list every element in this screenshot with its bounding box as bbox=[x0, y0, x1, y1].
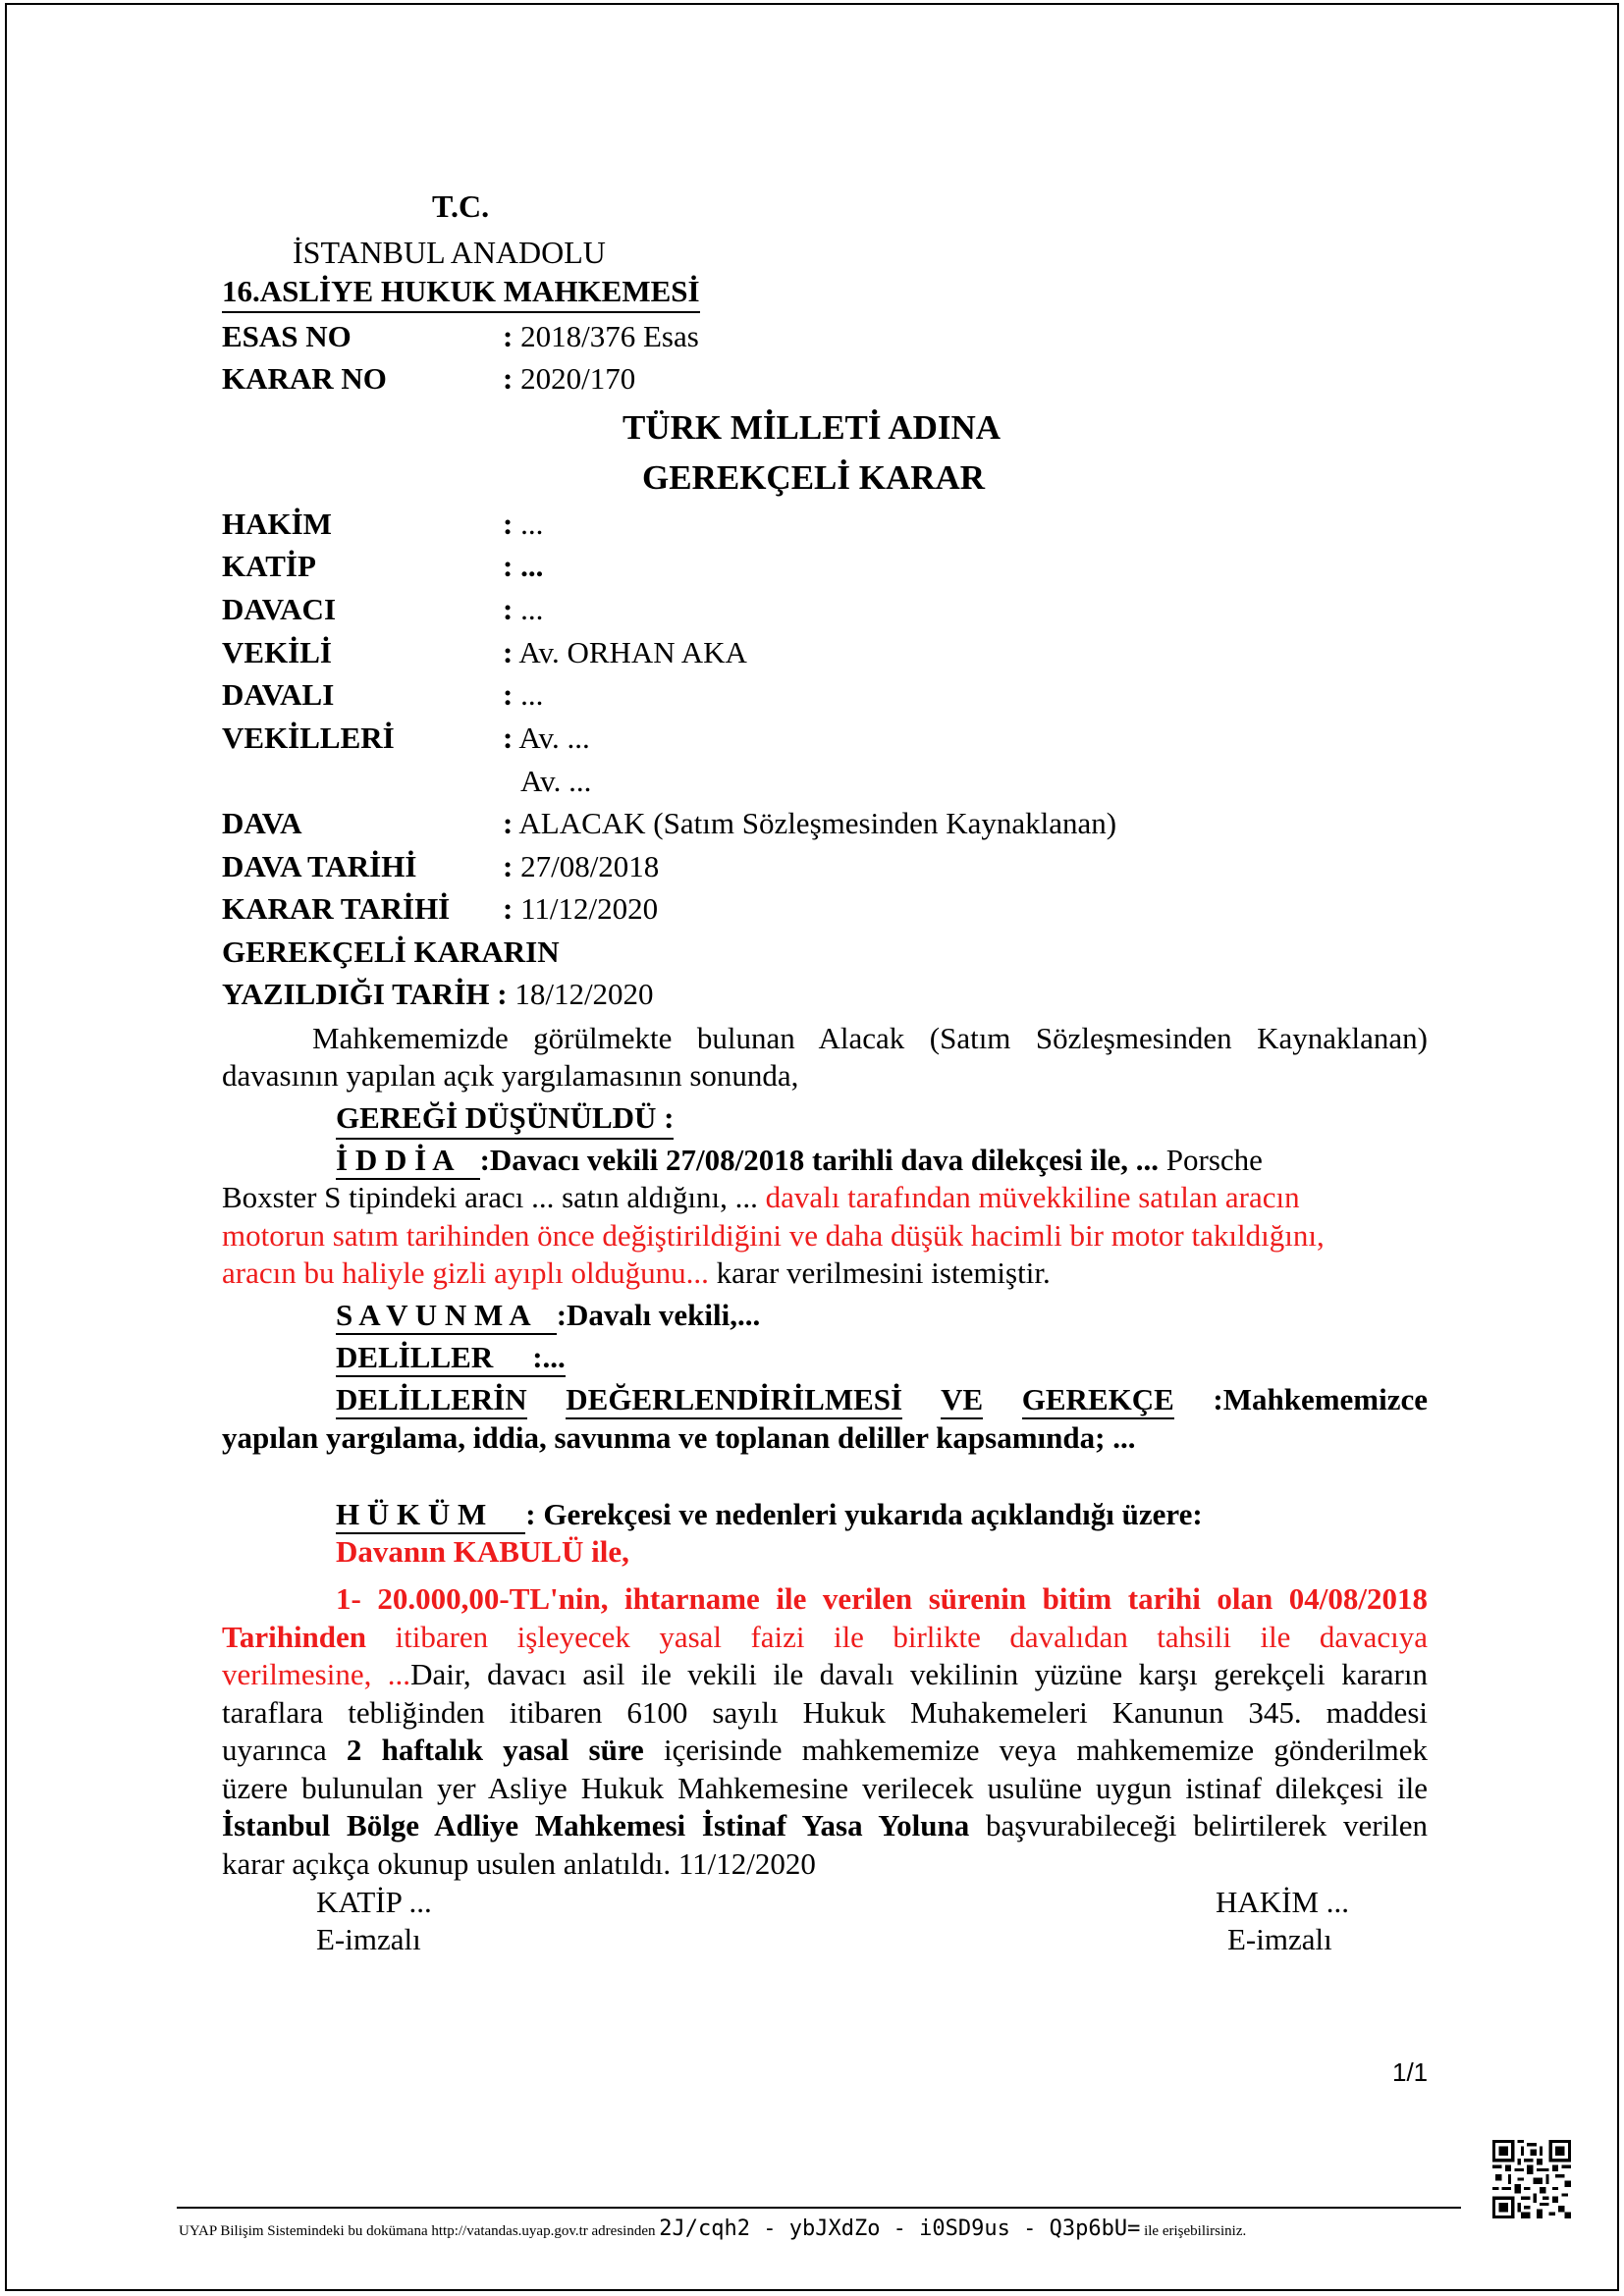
header-court: 16.ASLİYE HUKUK MAHKEMESİ bbox=[222, 273, 700, 313]
title-line1: TÜRK MİLLETİ ADINA bbox=[623, 408, 1001, 447]
hakim-e-signature: E-imzalı bbox=[1227, 1922, 1332, 1956]
item1-line7: İstanbul Bölge Adliye Mahkemesi İstinaf Yasa Yoluna başvurabileceği belirtilerek verilen bbox=[222, 1808, 1429, 1842]
davali-value: : ... bbox=[503, 677, 544, 712]
savunma-line: S A V U N M A :Davalı vekili,... bbox=[336, 1297, 760, 1334]
item1-line1: 1- 20.000,00-TL'nin, ihtarname ile verilen sürenin bitim tarihi olan 04/08/2018 bbox=[336, 1581, 1428, 1616]
vekili-label: VEKİLİ bbox=[222, 635, 332, 669]
karar-tarihi-label: KARAR TARİHİ bbox=[222, 891, 451, 926]
iddia-line4: aracın bu haliyle gizli ayıplı olduğunu... karar verilmesini istemiştir. bbox=[222, 1255, 1051, 1290]
karar-value: : 2020/170 bbox=[503, 361, 636, 396]
esas-value: : 2018/376 Esas bbox=[503, 319, 699, 353]
iddia-line1: İ D D İ A :Davacı vekili 27/08/2018 tarihli dava dilekçesi ile, ... Porsche bbox=[336, 1142, 1263, 1179]
davali-label: DAVALI bbox=[222, 677, 335, 712]
karar-label: KARAR NO bbox=[222, 361, 387, 396]
intro-line1: Mahkememizde görülmekte bulunan Alacak (Satım Sözleşmesinden Kaynaklanan) bbox=[312, 1021, 1428, 1055]
footer-verification: UYAP Bilişim Sistemindeki bu dokümana http://vatandas.uyap.gov.tr adresinden 2J/cqh2 - ybJXdZo - i0SD9us - Q3p6bU= ile erişebilirsiniz. bbox=[179, 2216, 1247, 2241]
kabul-line: Davanın KABULÜ ile, bbox=[336, 1534, 629, 1569]
savunma-heading: S A V U N M A bbox=[336, 1298, 557, 1335]
item1-line2: Tarihinden itibaren işleyecek yasal faizi ile birlikte davalıdan tahsili ile davacıya bbox=[222, 1620, 1429, 1654]
katip-label: KATİP bbox=[222, 549, 316, 583]
header-city: İSTANBUL ANADOLU bbox=[293, 235, 606, 270]
degerlendirme-line2: yapılan yargılama, iddia, savunma ve toplanan deliller kapsamında; ... bbox=[222, 1420, 1136, 1455]
item1-line6: üzere bulunulan yer Asliye Hukuk Mahkemesine verilecek usulüne uygun istinaf dilekçesi ile bbox=[222, 1771, 1428, 1805]
hakim-label: HAKİM bbox=[222, 507, 332, 541]
katip-e-signature: E-imzalı bbox=[316, 1922, 421, 1956]
item1-line8: karar açıkça okunup usulen anlatıldı. 11/12/2020 bbox=[222, 1846, 816, 1881]
dava-label: DAVA bbox=[222, 806, 302, 840]
footer-divider bbox=[177, 2207, 1461, 2209]
intro-line2: davasının yapılan açık yargılamasının sonunda, bbox=[222, 1058, 799, 1093]
qr-code-icon bbox=[1492, 2140, 1571, 2218]
davaci-value: : ... bbox=[503, 592, 544, 626]
gerekceli-row: YAZILDIĞI TARİH : 18/12/2020 bbox=[222, 977, 654, 1011]
dava-tarihi-label: DAVA TARİHİ bbox=[222, 849, 417, 883]
katip-value: : ... bbox=[503, 549, 544, 583]
hakim-signature-name: HAKİM ... bbox=[1216, 1885, 1350, 1919]
vekili-value: : Av. ORHAN AKA bbox=[503, 635, 747, 669]
item1-line5: uyarınca 2 haftalık yasal süre içerisinde mahkememize veya mahkememize gönderilmek bbox=[222, 1733, 1429, 1767]
title-line2: GEREKÇELİ KARAR bbox=[642, 458, 986, 497]
geregi-dusunuldu: GEREĞİ DÜŞÜNÜLDÜ : bbox=[336, 1099, 674, 1140]
hukum-heading: H Ü K Ü M bbox=[336, 1497, 525, 1534]
iddia-heading: İ D D İ A bbox=[336, 1143, 480, 1180]
hakim-value: : ... bbox=[503, 507, 544, 541]
vekilleri-label: VEKİLLERİ bbox=[222, 721, 395, 755]
deliller-heading: DELİLLER bbox=[336, 1340, 532, 1377]
degerlendirme-line1: DELİLLERİN DEĞERLENDİRİLMESİ VE GEREKÇE :Mahkememizce bbox=[336, 1381, 1428, 1418]
katip-signature-name: KATİP ... bbox=[316, 1885, 432, 1919]
karar-tarihi-value: : 11/12/2020 bbox=[503, 891, 659, 926]
header-tc: T.C. bbox=[432, 188, 490, 224]
gerekceli-label1: GEREKÇELİ KARARIN bbox=[222, 934, 560, 969]
iddia-line2: Boxster S tipindeki aracı ... satın aldığını, ... davalı tarafından müvekkiline satılan aracın bbox=[222, 1180, 1300, 1214]
vekilleri-value2: Av. ... bbox=[520, 764, 592, 798]
dava-tarihi-value: : 27/08/2018 bbox=[503, 849, 660, 883]
dava-value: : ALACAK (Satım Sözleşmesinden Kaynaklanan) bbox=[503, 806, 1117, 840]
page-number: 1/1 bbox=[1392, 2057, 1429, 2087]
davaci-label: DAVACI bbox=[222, 592, 337, 626]
verification-code: 2J/cqh2 - ybJXdZo - i0SD9us - Q3p6bU= bbox=[659, 2216, 1141, 2241]
item1-line3: verilmesine, ...Dair, davacı asil ile vekili ile davalı vekilinin yüzüne karşı gerekçeli kararın bbox=[222, 1657, 1428, 1691]
item1-line4: taraflara tebliğinden itibaren 6100 sayılı Hukuk Muhakemeleri Kanunun 345. maddesi bbox=[222, 1695, 1428, 1730]
iddia-line3: motorun satım tarihinden önce değiştirildiğini ve daha düşük hacimli bir motor takıldığını, bbox=[222, 1218, 1325, 1253]
deliller-line: DELİLLER :... bbox=[336, 1339, 566, 1376]
esas-label: ESAS NO bbox=[222, 319, 352, 353]
vekilleri-value1: : Av. ... bbox=[503, 721, 590, 755]
hukum-line: H Ü K Ü M : Gerekçesi ve nedenleri yukarıda açıklandığı üzere: bbox=[336, 1496, 1203, 1533]
